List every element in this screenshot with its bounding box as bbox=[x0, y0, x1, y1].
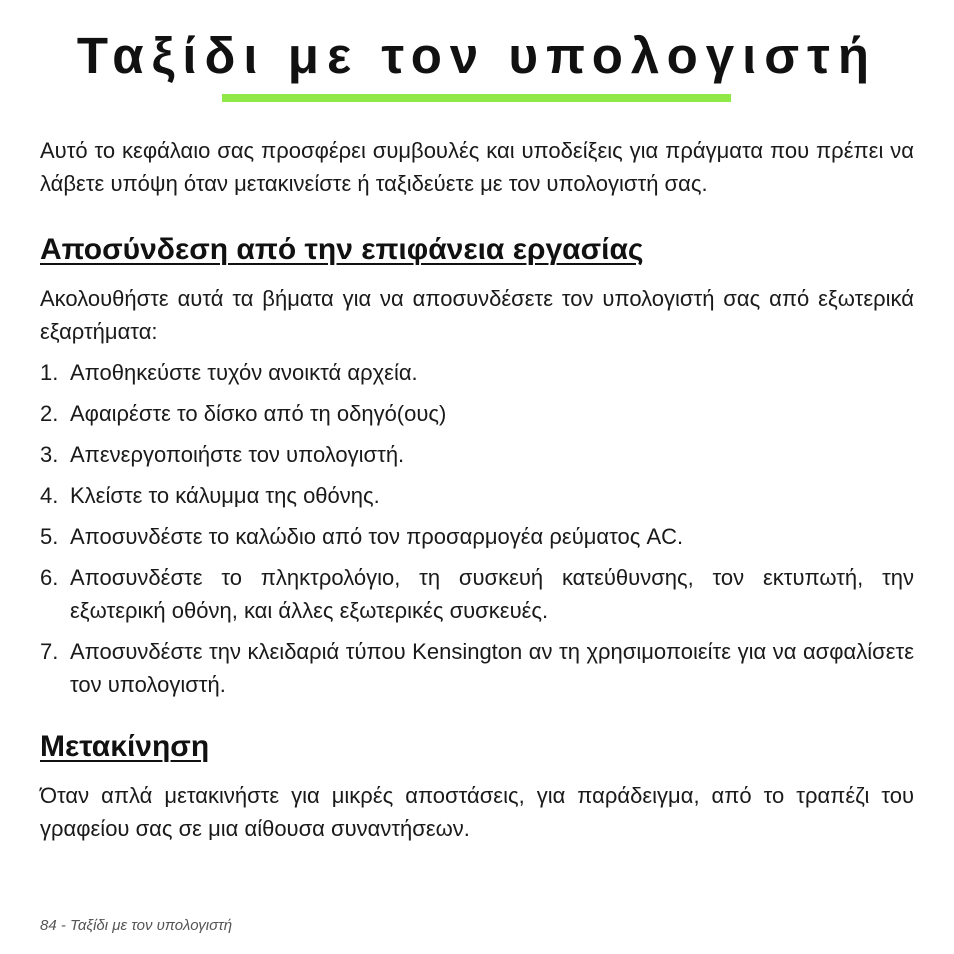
step-number: 3. bbox=[40, 442, 59, 467]
list-item bbox=[40, 479, 914, 512]
step-number: 1. bbox=[40, 360, 59, 385]
section-heading-moving: Μετακίνηση bbox=[40, 730, 210, 763]
step-number: 7. bbox=[40, 639, 59, 664]
list-item bbox=[40, 520, 914, 553]
step-text: Αποθηκεύστε τυχόν ανοικτά αρχεία. bbox=[70, 360, 418, 385]
step-text: Κλείστε το κάλυμμα της οθόνης. bbox=[70, 483, 380, 508]
list-item bbox=[40, 561, 914, 627]
step-number: 6. bbox=[40, 565, 59, 590]
chapter-title: Ταξίδι με τον υπολογιστή bbox=[76, 27, 878, 84]
section1-lead: Ακολουθήστε αυτά τα βήματα για να αποσυνδέσετε τον υπολογιστή σας από εξωτερικά εξαρτήματα: bbox=[40, 286, 914, 344]
list-item bbox=[40, 397, 914, 430]
section2-body: Όταν απλά μετακινήστε για μικρές αποστάσεις, για παράδειγμα, από το τραπέζι του γραφείου σας σε μια αίθουσα συναντήσεων. bbox=[40, 783, 914, 841]
step-text: Απενεργοποιήστε τον υπολογιστή. bbox=[70, 442, 405, 467]
step-number: 2. bbox=[40, 401, 59, 426]
list-item bbox=[40, 635, 914, 701]
title-underline bbox=[222, 94, 731, 102]
list-item bbox=[40, 356, 914, 389]
step-text: Αποσυνδέστε το καλώδιο από τον προσαρμογέα ρεύματος AC. bbox=[70, 524, 684, 549]
page-footer: 84 - Ταξίδι με τον υπολογιστή bbox=[40, 917, 233, 934]
page-body bbox=[40, 134, 914, 845]
list-item bbox=[40, 438, 914, 471]
step-number: 4. bbox=[40, 483, 59, 508]
step-text: Αποσυνδέστε την κλειδαριά τύπου Kensington αν τη χρησιμοποιείτε για να ασφαλίσετε τον υπολογιστή. bbox=[70, 639, 914, 697]
section-heading-disconnect: Αποσύνδεση από την επιφάνεια εργασίας bbox=[40, 233, 644, 266]
step-text: Αφαιρέστε το δίσκο από τη οδηγό(ους) bbox=[70, 401, 447, 426]
steps-list bbox=[40, 356, 914, 701]
step-number: 5. bbox=[40, 524, 59, 549]
step-text: Αποσυνδέστε το πληκτρολόγιο, τη συσκευή κατεύθυνσης, τον εκτυπωτή, την εξωτερική οθόνη, και άλλες εξωτερικές συσκευές. bbox=[70, 565, 914, 623]
intro-paragraph: Αυτό το κεφάλαιο σας προσφέρει συμβουλές και υποδείξεις για πράγματα που πρέπει να λάβετε υπόψη όταν μετακινείστε ή ταξιδεύετε με τον υπολογιστή σας. bbox=[40, 138, 914, 196]
